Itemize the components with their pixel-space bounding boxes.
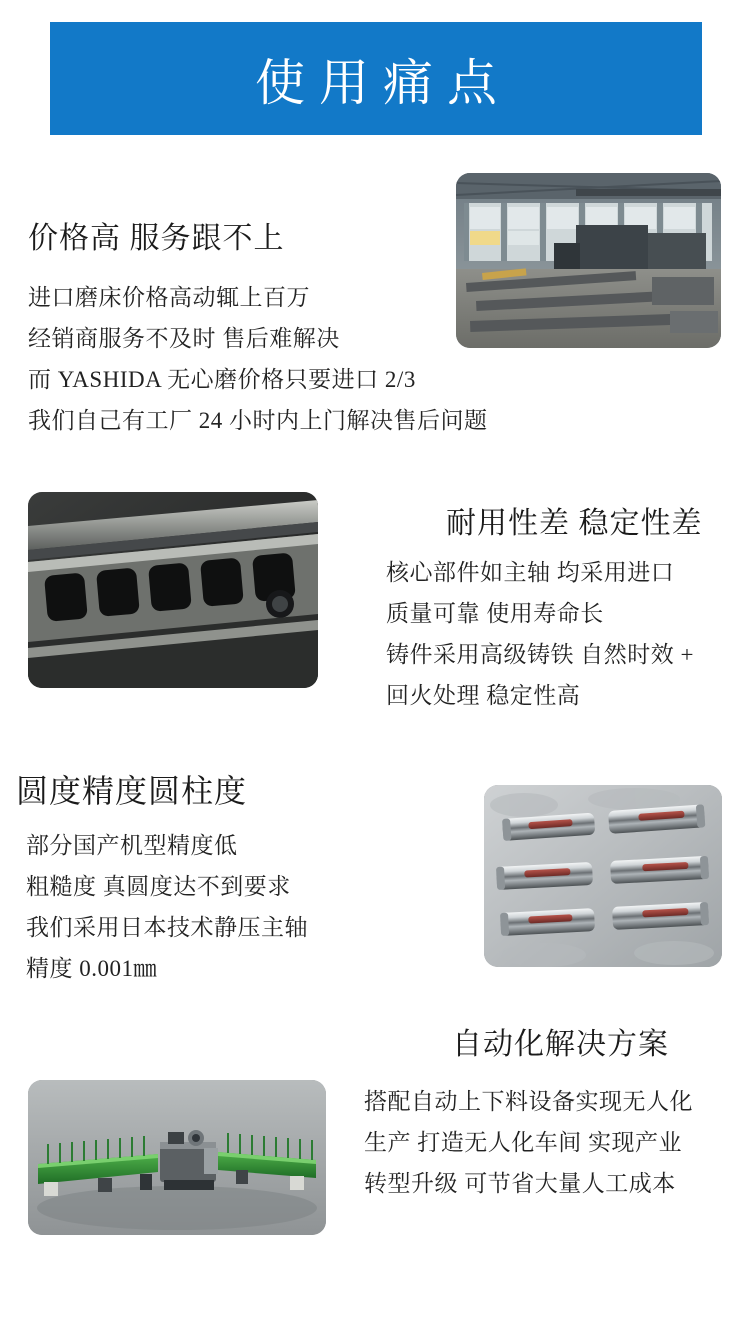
section-4-line-3: 转型升级 可节省大量人工成本 <box>364 1171 676 1196</box>
section-3-line-4: 精度 0.001㎜ <box>26 956 157 981</box>
section-2-line-4: 回火处理 稳定性高 <box>386 683 581 708</box>
section-1-line-1: 进口磨床价格高动辄上百万 <box>28 285 310 310</box>
section-2-line-1: 核心部件如主轴 均采用进口 <box>386 560 675 585</box>
polished-shafts-photo <box>484 785 722 967</box>
section-3-line-1: 部分国产机型精度低 <box>26 833 238 858</box>
section-4-line-2: 生产 打造无人化车间 实现产业 <box>364 1130 682 1155</box>
automatic-loading-line-photo <box>28 1080 326 1235</box>
section-1-title: 价格高 服务跟不上 <box>28 222 285 255</box>
section-4-line-1: 搭配自动上下料设备实现无人化 <box>364 1089 693 1114</box>
section-3-line-3: 我们采用日本技术静压主轴 <box>26 915 308 940</box>
section-1-body <box>28 277 488 441</box>
section-2-title: 耐用性差 稳定性差 <box>446 507 703 540</box>
section-1-line-2: 经销商服务不及时 售后难解决 <box>28 326 340 351</box>
section-2-line-3: 铸件采用高级铸铁 自然时效 + <box>386 642 694 667</box>
section-1-line-3: 而 YASHIDA 无心磨价格只要进口 2/3 <box>28 367 416 392</box>
section-4-title: 自动化解决方案 <box>452 1028 669 1061</box>
section-1-line-4: 我们自己有工厂 24 小时内上门解决售后问题 <box>28 408 488 433</box>
section-3-body <box>26 825 308 989</box>
factory-workshop-photo <box>456 173 721 348</box>
section-4-body <box>364 1081 693 1204</box>
section-2-body <box>386 552 694 716</box>
page-banner <box>50 22 702 135</box>
page-title: 使用痛点 <box>255 54 511 111</box>
section-3-line-2: 粗糙度 真圆度达不到要求 <box>26 874 291 899</box>
section-3-title: 圆度精度圆柱度 <box>16 773 248 809</box>
section-2-line-2: 质量可靠 使用寿命长 <box>386 601 604 626</box>
machine-casting-photo <box>28 492 318 688</box>
